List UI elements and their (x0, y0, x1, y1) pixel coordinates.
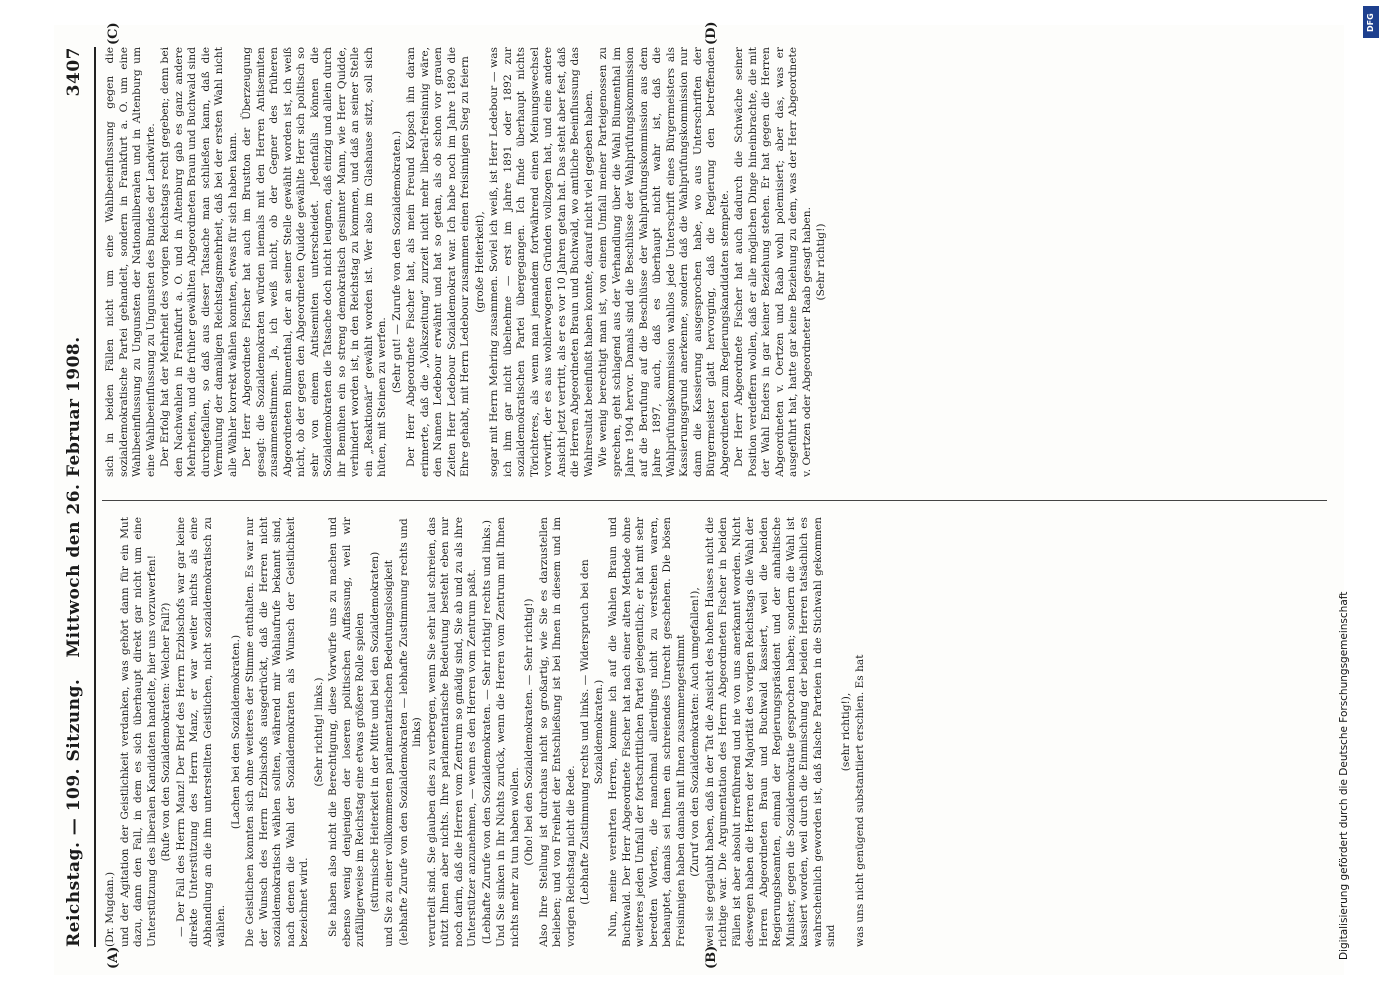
margin-marker-d: (D) (704, 21, 719, 45)
dfg-logo (1363, 6, 1379, 38)
paragraph: sich in beiden Fällen nicht um eine Wahlbeeinflussung gegen die sozialdemokratische Partei gehandelt, sondern in Frankfurt a. O. um eine Wahlbeeinflussung zu Ungunsten der Nationalliberalen und in Altenburg um eine Wahlbeeinflussung zu Ungunsten des Bundes der Landwirte. (104, 47, 157, 477)
paragraph: (Lachen bei den Sozialdemokraten.) (229, 634, 242, 830)
header-session: Reichstag. — 109. Sitzung. (64, 678, 84, 947)
paragraph: weil sie geglaubt haben, daß in der Tat die Ansicht des hohen Hauses nicht die richtige war. Die Argumentation des Herrn Abgeordneten Fischer in beiden Fällen ist aber absolut irreführend und nie von uns anerkannt worden. Nicht deswegen haben die Herren der Majorität des vorigen Reichstags die Wahl der Herren Abgeordneten Braun und Buchwald kassiert, weil die beiden Regierungsbeamten, einmal der Regierungspräsident und der anhaltische Minister, gegen die Sozialdemokratie gesprochen haben; sondern die Wahl ist kassiert worden, weil durch die Einmischung der beiden Herren tatsächlich es wahrscheinlich geworden ist, daß falsche Parteien in die Stichwahl gekommen sind (703, 517, 837, 947)
paragraph: (Oho! bei den Sozialdemokraten. — Sehr richtig!) (523, 598, 535, 866)
header-date: Mittwoch den 26. Februar 1908. (64, 336, 84, 658)
paragraph: (Dr. Mugdan.) (104, 871, 116, 947)
right-text-column (104, 47, 1324, 477)
margin-marker-a: (A) (106, 946, 121, 969)
margin-marker-b: (B) (704, 945, 719, 969)
column-divider (102, 500, 1327, 501)
paragraph: Sie haben also nicht die Berechtigung, diese Vorwürfe uns zu machen und ebenso wenig denjenigen der loseren politischen Auffassung, weil wir zufälligerweise im Reichstag eine etwas größere Rolle spielen (327, 517, 366, 947)
paragraph: (stürmische Heiterkeit in der Mitte und bei den Sozialdemokraten) (368, 551, 381, 913)
rotated-document-page (54, 21, 1344, 975)
paragraph: (Sehr gut! — Zurufe von den Sozialdemokraten.) (390, 130, 403, 394)
paragraph: (große Heiterkeit), (473, 211, 486, 313)
paragraph: (Lebhafte Zurufe von den Sozialdemokraten. — Sehr richtig! rechts und links.) (480, 519, 493, 945)
paragraph: Der Herr Abgeordnete Fischer hat auch dadurch die Schwäche seiner Position verdeffern wollen, daß er alle möglichen Dinge hineinbrachte, die mit der Wahl Enders in gar keiner Beziehung stehen. Er hat gegen die Herren Abgeordneten v. Oertzen und Raab wohl polemisiert; aber das, was er ausgeführt hat, hatte gar keine Beziehung zu dem, was der Herr Abgeordnete v. Oertzen oder Abgeordneter Raab gesagt haben. (733, 47, 813, 477)
digitization-credit (1338, 40, 1358, 960)
paragraph: was uns nicht genügend substantiiert erschien. Es hat (854, 654, 866, 947)
paragraph: Also Ihre Stellung ist durchaus nicht so großartig, wie Sie es darzustellen belieben; und von Freiheit der Entschließung ist bei Ihnen in diesem und im vorigen Reichstag nicht die Rede. (537, 517, 577, 947)
paragraph: (Zuruf von den Sozialdemokraten: Auch umgefallen!), (689, 587, 701, 877)
paragraph: Und Sie sinken in Ihr Nichts zurück, wenn die Herren vom Zentrum mit Ihnen nichts mehr zu tun haben wollen. (495, 517, 521, 947)
paragraph: (Lebhafte Zustimmung rechts und links. — Widerspruch bei den Sozialdemokraten.) (579, 559, 605, 905)
paragraph: Der Erfolg hat der Mehrheit des vorigen Reichstags recht gegeben; denn bei den Nachwahlen in Frankfurt a. O. und in Altenburg gab es ganz andere Mehrheiten, und die früher gewählten Abgeordneten Braun und Buchwald sind durchgefallen, so daß aus dieser Tatsache man schließen kann, daß die Vermutung der damaligen Reichstagsmehrheit, daß bei der ersten Wahl nicht alle Wähler korrekt wählen konnten, etwas für sich haben kann. (159, 47, 239, 477)
paragraph: verurteilt sind. Sie glauben dies zu verbergen, wenn Sie sehr laut schreien, das nützt Ihnen aber nichts. Ihre parlamentarische Bedeutung besteht eben nur noch darin, daß die Herren vom Zentrum so gnädig sind, Sie ab und zu als ihre Unterstützer anzunehmen, — wenn es den Herren vom Zentrum paßt. (425, 517, 478, 947)
header-rule (94, 47, 96, 947)
paragraph: und der Agitation der Geistlichkeit verdanken, was gehört dann für ein Mut dazu, dann den Fall, in dem es sich überhaupt direkt gar nicht um eine Unterstützung des liberalen Kandidaten handelte, hier uns vorzuwerfen! (118, 517, 158, 947)
paragraph: und Sie zu einer vollkommenen parlamentarischen Bedeutungslosigkeit (383, 559, 395, 947)
paragraph: Der Herr Abgeordnete Fischer hat, als mein Freund Kopsch ihn daran erinnerte, daß die „Volkszeitung“ zurzeit nicht mehr liberal-freisinnig wäre, den Namen Ledebour erwähnt und hat so getan, als ob schon vor grauen Zeiten Herr Ledebour Sozialdemokrat war. Ich habe noch im Jahre 1890 die Ehre gehabt, mit Herrn Ledebour zusammen einen freisinnigen Sieg zu feiern (405, 47, 471, 477)
paragraph: (Sehr richtig! links.) (312, 677, 325, 787)
paragraph: (Sehr richtig!) (815, 223, 827, 301)
paragraph: (lebhafte Zurufe von den Sozialdemokraten — lebhafte Zustimmung rechts und links) (397, 518, 423, 946)
paragraph: Wie wenig berechtigt man ist, von einem Umfall meiner Parteigenossen zu sprechen, geht schlagend aus der Verhandlung über die Wahl Blumenthal im Jahre 1904 hervor. Damals sind die Beschlüsse der Wahlprüfungskommission auf die Berufung auf die Beschlüsse der Wahlprüfungskommission aus dem Jahre 1897, auch, daß es überhaupt nicht wahr ist, daß die Wahlprüfungskommission wahllos jede Unterschrift eines Bürgermeisters als Kassierungsgrund anerkenne, sondern daß die Wahlprüfungskommission nur dann die Kassierung ausgesprochen habe, wo aus Unterschriften der Bürgermeister glatt hervorging, daß die Regierung den betreffenden Abgeordneten zum Regierungskandidaten stempelte. (597, 47, 731, 477)
paragraph: (sehr richtig!), (839, 692, 852, 772)
paragraph: (Rufe von den Sozialdemokraten: Welcher Fall?) (160, 602, 172, 862)
page-number: 3407 (64, 47, 84, 97)
digitization-credit-text: Digitalisierung gefördert durch die Deutsche Forschungsgemeinschaft (1338, 591, 1350, 960)
dfg-logo-text: DFG (1366, 13, 1375, 32)
paragraph: — Der Fall des Herrn Manz! Der Brief des Herrn Erzbischofs war gar keine direkte Unterstützung des Herrn Manz, er war weiter nichts als eine Abhandlung an die ihm unterstellten Geistlichen, nicht sozialdemokratisch zu wählen. (174, 517, 227, 947)
paragraph: Die Geistlichen konnten sich ohne weiteres der Stimme enthalten. Es war nur der Wunsch des Herrn Erzbischofs ausgedrückt, daß die Herren nicht sozialdemokratisch wählen sollten, während mir Wahlaufrufe bekannt sind, nach denen die Wahl der Sozialdemokraten als Wunsch der Geistlichkeit bezeichnet wird. (244, 517, 310, 947)
paragraph: Nun, meine verehrten Herren, komme ich auf die Wahlen Braun und Buchwald. Der Herr Abgeordnete Fischer hat nach einer alten Methode ohne weiteres jeden Umfall der fortschrittlichen Partei gelegentlich; er hat mit sehr beredten Worten, die manchmal allerdings nicht zu verstehen waren, behauptet, damals sei Ihnen ein schreiendes Unrecht geschehen. Die bösen Freisinnigen haben damals mit Ihnen zusammengestimmt (607, 517, 687, 947)
left-text-column (104, 517, 1324, 947)
paragraph: sogar mit Herrn Mehring zusammen. Soviel ich weiß, ist Herr Ledebour — was ich ihm gar nicht übelnehme — erst im Jahre 1891 oder 1892 zur sozialdemokratischen Partei übergegangen. Ich finde überhaupt nichts Törichteres, als wenn man jemandem fortwährend einen Meinungswechsel vorwirft, der es aus wohlerwogenen Gründen vollzogen hat, und eine andere Ansicht jetzt vertritt, als er es vor 10 Jahren getan hat. Das steht aber fest, daß die Herren Abgeordneten Braun und Buchwald, wo amtliche Beeinflussung das Wahlresultat beeinflußt haben konnte, darauf nicht viel gegeben haben. (488, 47, 595, 477)
margin-marker-c: (C) (106, 22, 121, 45)
paragraph: Der Herr Abgeordnete Fischer hat auch im Brustton der Überzeugung gesagt: die Sozialdemokraten würden niemals mit den Herren Antisemiten zusammenstimmen. Ja, ich weiß nicht, ob der Gegner des früheren Abgeordneten Blumenthal, der an seiner Stelle gewählt worden ist, ich weiß nicht, ob der gegen den Abgeordneten Quidde gewählte Herr sich politisch so sehr von einem Antisemiten unterscheidet. Jedenfalls können die Sozialdemokraten die Tatsache doch nicht leugnen, daß einzig und allein durch ihr Bemühen ein so streng demokratisch gesinnter Mann, wie Herr Quidde, verhindert worden ist, in den Reichstag zu kommen, und daß an seiner Stelle ein „Reaktionär“ gewählt worden ist. Wer also im Glashause sitzt, soll sich hüten, mit Steinen zu werfen. (241, 47, 388, 477)
page-header (64, 47, 94, 947)
